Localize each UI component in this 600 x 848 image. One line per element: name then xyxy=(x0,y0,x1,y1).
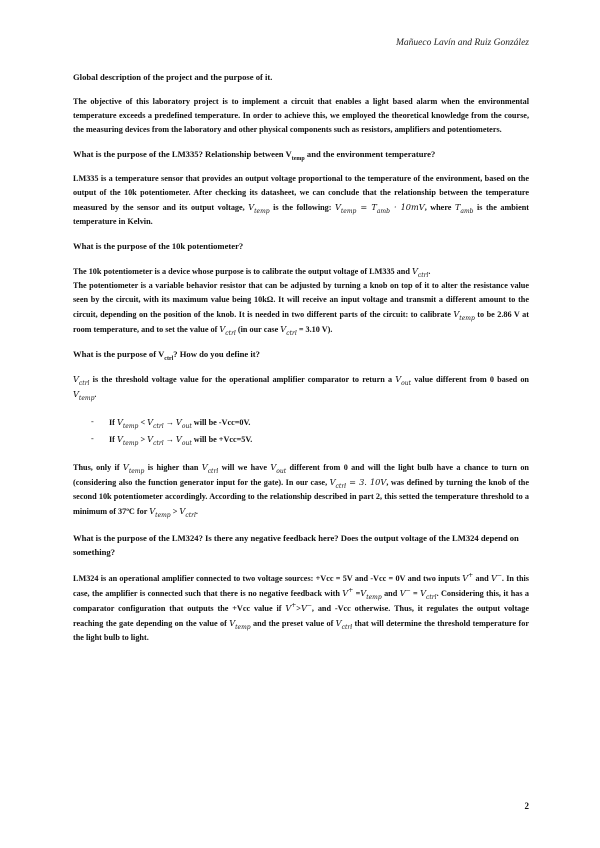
section-title-vctrl: What is the purpose of $V_{ctrl}$? How do you define it? xyxy=(73,349,260,362)
list-item: - If $V_{temp} > V_{ctrl} \to V_{out}$ will be +Vcc=5V. xyxy=(91,434,253,447)
section-title-potentiometer: What is the purpose of the 10k potentiometer? xyxy=(73,241,244,251)
paragraph-potentiometer-purpose: The 10k potentiometer is a device whose purpose is to calibrate the output voltage of LM335 and $V_{ctrl}$. xyxy=(73,266,431,279)
paragraph-lm324: LM324 is an operational amplifier connected to two voltage sources: +Vcc = 5V and -Vcc = 0V and two inputs V+ and V−. In this case, the amplifier is connected such that there is no negative feedback with $V^+ =V_{temp}$ and $V^- = V_{ctrl}$. Considering this, it has a comparator configuration that outputs the +Vcc value if V+>V−, and -Vcc otherwise. Thus, it regulates the output voltage reaching the gate depending on the value of $V_{temp}$ and the preset value of $V_{ctrl}$ that will determine the threshold temperature for the light bulb to light. xyxy=(73,572,530,642)
document-body xyxy=(73,72,529,657)
section-title-lm335: What is the purpose of the LM335? Relationship between $V_{temp}$ and the environment temperature? xyxy=(73,149,436,162)
bullet-list-conditions xyxy=(73,414,529,448)
math-tamb: $T_{amb}$ xyxy=(454,202,474,215)
math-equation: $V_{temp} = T_{amb} \cdot 10mV$ xyxy=(334,202,425,215)
math-vout: $V_{out}$ xyxy=(395,374,412,387)
math-vtemp: $V_{temp}$ xyxy=(248,202,270,215)
math-vtemp: $V_{temp}$ xyxy=(73,389,95,402)
math-vctrl: $V_{ctrl}$ xyxy=(411,266,429,279)
paragraph-potentiometer-detail: The potentiometer is a variable behavior resistor that can be adjusted by turning a knob on top of it to alter the resistance value seen by the circuit, with its maximum value being 10kΩ. It will receive an input voltage and transmit a different amount to the circuit, depending on the position of the knob. It is needed in two different parts of the circuit: to calibrate $V_{temp}$ to be 2.86 V at room temperature, and to set the value of $V_{ctrl}$ (in our case $V_{ctrl} = 3.10$ V). xyxy=(73,281,529,337)
math-vctrl: $V_{ctrl}$ xyxy=(73,374,90,387)
paragraph-objective: The objective of this laboratory project is to implement a circuit that enables a light based alarm when the environmental temperature exceeds a predefined temperature. In order to achieve this, we employed the theoretical knowledge from the course, the measuring devices from the laboratory and other physical components such as resistors, amplifiers and potentiometers. xyxy=(73,97,529,134)
paragraph-lm335: LM335 is a temperature sensor that provides an output voltage proportional to the temperature of the environment, based on the output of the 10k potentiometer. After checking its datasheet, we can conclude that the relationship between the temperature measured by the sensor and its output voltage, $V_{temp}$ is the following: $V_{temp} = T_{amb} \cdot 10mV$, where $T_{amb}$ is the ambient temperature in Kelvin. xyxy=(73,174,529,226)
section-title-global-description: Global description of the project and the purpose of it. xyxy=(73,72,273,82)
page-number: 2 xyxy=(524,801,529,811)
math-vtemp: $V_{temp}$ xyxy=(453,309,475,322)
section-title-lm324: What is the purpose of the LM324? Is there any negative feedback here? Does the output voltage of the LM324 depend on something? xyxy=(73,533,519,557)
list-item: - If $V_{temp} < V_{ctrl} \to V_{out}$ will be -Vcc=0V. xyxy=(91,417,251,430)
paragraph-vctrl-definition: $V_{ctrl}$ is the threshold voltage value for the operational amplifier comparator to return a $V_{out}$ value different from 0 based on $V_{temp}$. xyxy=(73,374,529,402)
math-vctrl: $V_{ctrl}$ xyxy=(219,324,236,337)
page-header-authors: Mañueco Lavín and Ruiz González xyxy=(396,38,529,48)
paragraph-vctrl-threshold: Thus, only if $V_{temp}$ is higher than $V_{ctrl}$ will we have $V_{out}$ different from 0 and will the light bulb have a chance to turn on (considering also the function generator input for the gate). In our case, $V_{ctrl} = 3$. 10V, was defined by turning the knob of the second 10k potentiometer accordingly. According to the relationship described in part 2, this setted the temperature threshold to a minimum of 37ºC for $V_{temp} > V_{ctrl}$. xyxy=(73,462,529,519)
math-vctrl: $V_{ctrl}$ xyxy=(280,324,297,337)
